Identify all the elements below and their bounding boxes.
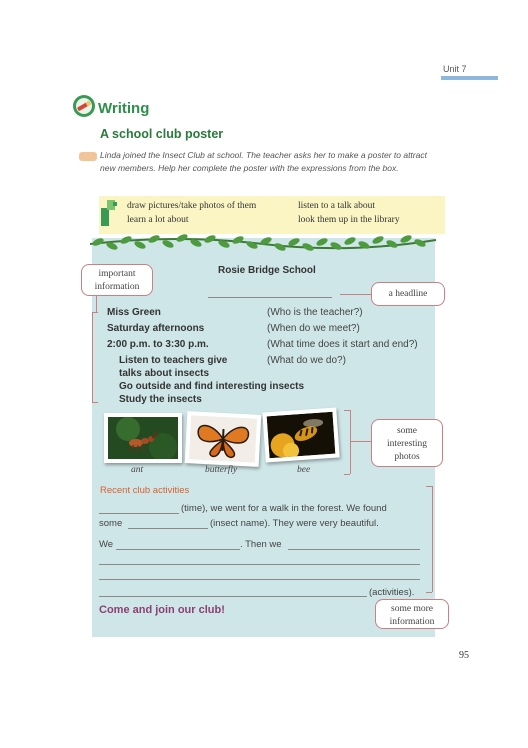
callout-connector: [96, 296, 97, 312]
info-question: (When do we meet?): [267, 323, 360, 334]
activity-item: Listen to teachers give: [119, 355, 228, 366]
recent-line3-prefix: We: [99, 539, 114, 550]
section-title: Writing: [98, 100, 150, 117]
blank-line: [99, 579, 420, 580]
info-time: 2:00 p.m. to 3:30 p.m.: [107, 339, 209, 350]
bracket-photos-bottom: [344, 474, 350, 475]
word-box-item: learn a lot about: [127, 215, 189, 225]
callout-more-information: some more information: [375, 599, 449, 629]
blank-activity: [116, 549, 240, 550]
blank-line: [99, 596, 367, 597]
headline-blank: [208, 297, 332, 298]
unit-label: Unit 7: [443, 64, 467, 74]
photo-butterfly: [185, 411, 262, 467]
callout-important-information: important information: [81, 264, 153, 296]
bracket-left: [92, 312, 93, 402]
caption-butterfly: butterfly: [205, 465, 238, 475]
recent-line2-suffix: (insect name). They were very beautiful.: [210, 518, 379, 529]
closing-text: Come and join our club!: [99, 604, 225, 616]
bracket-photos: [350, 410, 351, 474]
info-teacher: Miss Green: [107, 307, 161, 318]
callout-interesting-photos: some interesting photos: [371, 419, 443, 467]
info-question: (What time does it start and end?): [267, 339, 418, 350]
bracket-recent: [432, 486, 433, 592]
unit-bar: [441, 76, 498, 80]
bee-image: [267, 412, 336, 459]
caption-bee: bee: [297, 465, 311, 475]
recent-title: Recent club activities: [100, 485, 190, 496]
instruction-icon: [79, 152, 97, 161]
word-box-item: draw pictures/take photos of them: [127, 201, 257, 211]
photo-bee: [262, 407, 339, 462]
blank-insect-name: [128, 528, 208, 529]
vine-decoration: [88, 230, 438, 256]
recent-activities-suffix: (activities).: [369, 587, 415, 598]
bracket-photos-top: [344, 410, 350, 411]
callout-connector: [340, 294, 371, 295]
pencil-icon: [72, 94, 96, 118]
bracket-left-bottom: [92, 402, 98, 403]
word-box-item: listen to a talk about: [298, 201, 376, 211]
recent-line1: (time), we went for a walk in the forest. We found: [181, 503, 387, 514]
callout-connector: [350, 441, 371, 442]
info-question: (What do we do?): [267, 355, 346, 366]
blank-line: [99, 564, 420, 565]
caption-ant: ant: [131, 465, 144, 475]
bracket-recent-top: [426, 486, 432, 487]
recent-line3-middle: . Then we: [240, 539, 282, 550]
info-question: (Who is the teacher?): [267, 307, 363, 318]
word-box-icon: [101, 200, 121, 226]
page-number: 95: [459, 650, 469, 661]
ant-image: [108, 417, 178, 459]
bracket-recent-bottom: [426, 592, 432, 593]
callout-headline: a headline: [371, 282, 445, 306]
photo-ant: [104, 413, 182, 463]
school-name: Rosie Bridge School: [218, 265, 316, 276]
blank-time: [99, 513, 179, 514]
word-box-item: look them up in the library: [298, 215, 400, 225]
butterfly-image: [189, 415, 257, 462]
activity-item: talks about insects: [119, 368, 210, 379]
recent-line2-prefix: some: [99, 518, 123, 529]
blank-activity: [288, 549, 420, 550]
sub-title: A school club poster: [100, 127, 224, 141]
bracket-left-top: [92, 312, 98, 313]
instructions: Linda joined the Insect Club at school. The teacher asks her to make a poster to attract new members. Help her complete the poster with the expressions from the box.: [100, 150, 427, 173]
activity-item: Go outside and find interesting insects: [119, 381, 305, 392]
activity-item: Study the insects: [119, 394, 202, 405]
info-meeting-day: Saturday afternoons: [107, 323, 205, 334]
